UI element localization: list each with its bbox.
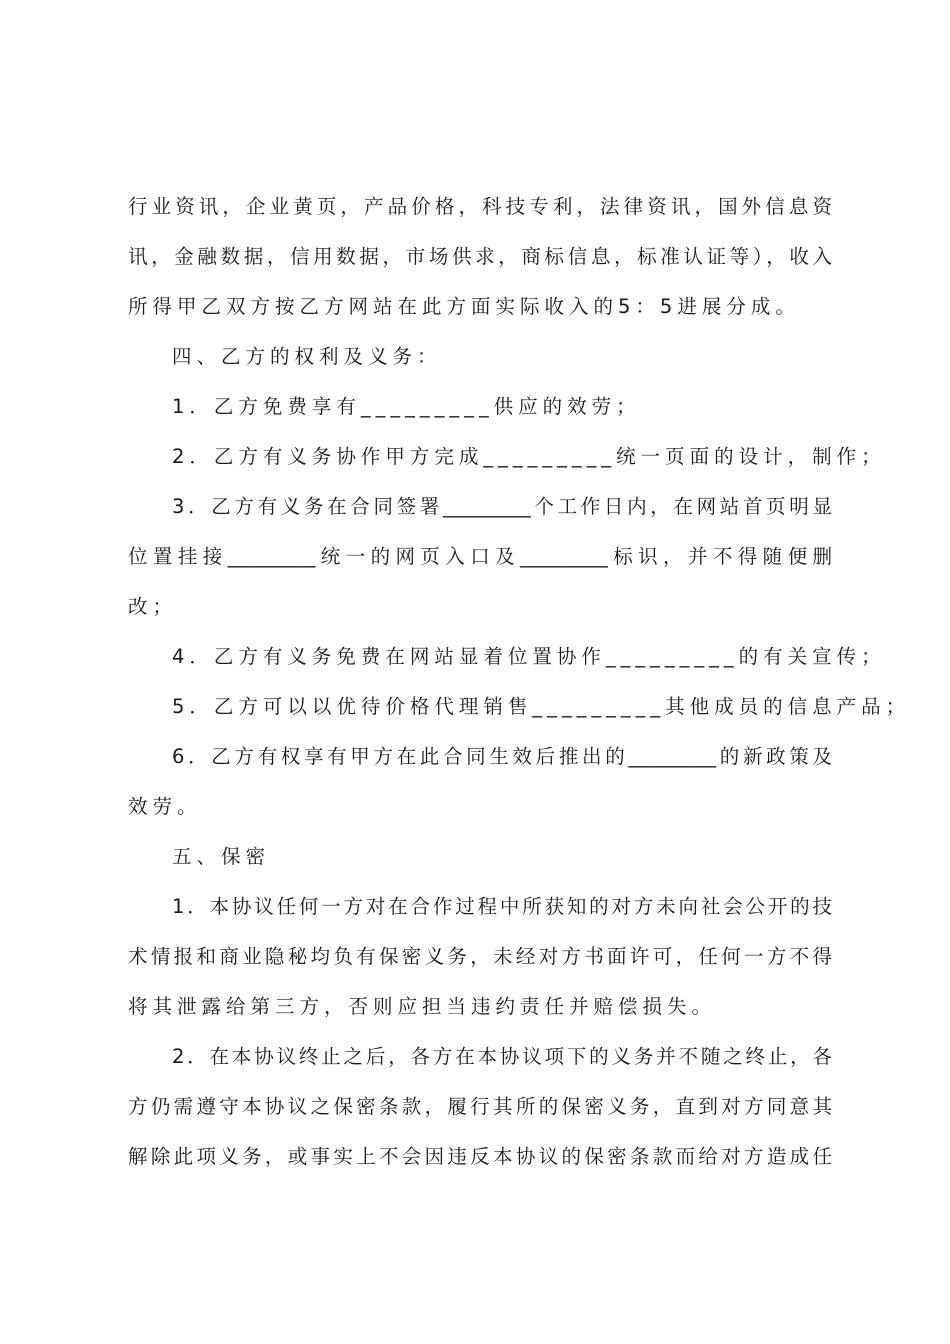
text-line: 讯，金融数据，信用数据，市场供求，商标信息，标准认证等），收入 <box>128 245 832 268</box>
text-line: 所得甲乙双方按乙方网站在此方面实际收入的5：5进展分成。 <box>128 295 800 318</box>
clause-line: 2．乙方有义务协作甲方完成_________统一页面的设计，制作； <box>172 445 886 468</box>
section-heading: 五、保密 <box>172 845 271 868</box>
clause-line: 1．乙方免费享有_________供应的效劳； <box>172 395 641 418</box>
text-line: 方仍需遵守本协议之保密条款，履行其所的保密义务，直到对方同意其 <box>128 1095 832 1118</box>
text-line: 行业资讯，企业黄页，产品价格，科技专利，法律资讯，国外信息资 <box>128 195 832 218</box>
clause-line: 4．乙方有义务免费在网站显着位置协作_________的有关宣传； <box>172 645 886 668</box>
text-line: 位置挂接_________统一的网页入口及_________标识，并不得随便删 <box>128 545 832 568</box>
text-line: 将其泄露给第三方，否则应担当违约责任并赔偿损失。 <box>128 995 717 1018</box>
clause-line: 2．在本协议终止之后，各方在本协议项下的义务并不随之终止，各 <box>172 1045 832 1068</box>
clause-line: 1．本协议任何一方对在合作过程中所获知的对方未向社会公开的技 <box>172 895 832 918</box>
text-line: 改； <box>128 595 178 618</box>
clause-line: 6．乙方有权享有甲方在此合同生效后推出的_________的新政策及 <box>172 745 832 768</box>
text-line: 术情报和商业隐秘均负有保密义务，未经对方书面许可，任何一方不得 <box>128 945 832 968</box>
clause-line: 3．乙方有义务在合同签署_________个工作日内，在网站首页明显 <box>172 495 832 518</box>
document-body <box>128 182 911 1182</box>
text-line: 解除此项义务，或事实上不会因违反本协议的保密条款而给对方造成任 <box>128 1145 832 1168</box>
section-heading: 四、乙方的权利及义务： <box>172 345 442 368</box>
text-line: 效劳。 <box>128 795 202 818</box>
clause-line: 5．乙方可以以优待价格代理销售_________其他成员的信息产品； <box>172 695 911 718</box>
